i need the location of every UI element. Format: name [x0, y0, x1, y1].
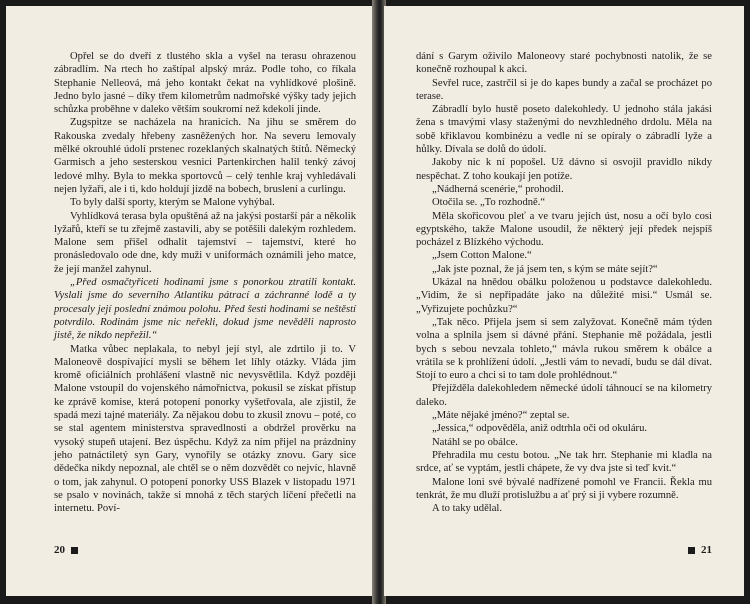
right-paragraph-1: dání s Garym oživilo Maloneovy staré pochybnosti natolik, že se konečně rozhoupal k akci. [416, 51, 712, 76]
left-page-number [54, 544, 78, 556]
right-paragraph-11: „Tak něco. Přijela jsem si sem zalyžovat. Konečně mám týden volna a splnila jsem si dávné přání. Stephanie mě požádala, jestli bych s sebou nevzala tohleto,“ mávla rukou směrem k obálce a vrátila se k prohlížení údolí. „Jestli vám to nevadí, budu se dál dívat. Stojí to euro a chci si to tam dole prohlédnout.“ [416, 316, 712, 382]
right-page-number [688, 544, 712, 556]
left-paragraph-4: Vyhlídková terasa byla opuštěná až na jakýsi postarší pár a několik lyžařů, kteří se tu zřejmě zastavili, aby se potěšili dalekým rozhledem. Malone sem přišel odhalit tajemství – tajemství, které ho pronásledovalo ode dne, kdy muži v uniformách oznámili jeho matce, že její manžel zahynul. [54, 210, 356, 275]
left-paragraph-5-quote: „Před osmačtyřiceti hodinami jsme s ponorkou ztratili kontakt. Vyslali jsme do severního Atlantiku pátrací a záchranné lodě a ty procesaly její poslední známou polohu. Před šesti hodinami se neštěstí potvrdilo. Rodinám jsme nic neřekli, dokud jsme nevěděli naprosto jistě, že nikdo nepřežil.“ [54, 277, 356, 342]
right-paragraph-3: Zábradlí bylo hustě poseto dalekohledy. U jednoho stála jakási žena s tmavými vlasy staženými do nevzhledného drdolu. Měla na sobě křiklavou kombinézu a vedle ní se opíraly o zábradlí lyže a hůlky. Dívala se dolů do údolí. [416, 104, 712, 156]
left-paragraph-1: Opřel se do dveří z tlustého skla a vyšel na terasu ohrazenou zábradlím. Na rtech ho zaštípal alpský mráz. Podle toho, co říkala Stephanie Nelleová, má jeho kontakt čekat na vyhlídkové plošině. Jedno bylo jasné – díky třem kilometrům nadmořské výšky tady jejich schůzka proběhne v daleko větším soukromí než kdekoli jinde. [54, 51, 356, 116]
right-paragraph-14: „Jessica,“ odpověděla, aniž odtrhla oči od okuláru. [432, 423, 648, 435]
left-paragraph-2: Zugspitze se nacházela na hranicích. Na jihu se směrem do Rakouska zvedaly hřebeny zasněžených hor. Na severu lemovaly mělké okrouhlé údolí prstenec rozeklaných skalnatých štítů. Německý Garmisch a jeho sesterskou vesnici Partenkirchen halil tenký závoj ledové mlhy. Byla to mekka sportovců – celý tenhle kraj vyhledávali nejen lyžaři, ale i ti, kdo holdují jízdě na bobech, bruslení a curlingu. [54, 117, 356, 195]
right-paragraph-5: „Nádherná scenérie,“ prohodil. [432, 183, 564, 195]
right-paragraph-9: „Jak jste poznal, že já jsem ten, s kým se máte sejít?“ [432, 263, 658, 275]
left-paragraph-6: Matka vůbec neplakala, to nebyl její styl, ale zdrtilo ji to. V Maloneově dospívající mysli se během let líhly otázky. Vláda jim kromě oficiálních prohlášení vlastně nic nevysvětlila. Když později Malone vstoupil do vojenského námořnictva, pokusil se získat přístup ke zprávě komise, která potopení ponorky vyšetřovala, ale zjistil, že spadá mezi tajné materiály. Za nějakou dobu to zkusil znovu – poté, co se stal agentem ministerstva spravedlnosti a obdržel prověrku na vysoký stupeň utajení. Bez úspěchu. Když za ním přijel na prázdniny jeho patnáctiletý syn Gary, vynořily se otázky znovu. Gary sice dědečka nikdy nepoznal, ale chtěl se o něm dozvědět co nejvíc, hlavně o tom, jak zahynul. O potopení ponorky USS Blazek v listopadu 1971 se psalo v novinách, takže si mnohá z těch starých líčení přečetli na internetu. Poví- [54, 343, 356, 515]
left-page [6, 6, 376, 596]
right-paragraph-4: Jakoby nic k ní popošel. Už dávno si osvojil pravidlo nikdy nespěchat. Z toho koukají jen potíže. [416, 157, 712, 182]
right-page [384, 6, 744, 596]
right-page-number-text: 21 [701, 544, 712, 556]
right-paragraph-13: „Máte nějaké jméno?“ zeptal se. [432, 410, 570, 422]
right-paragraph-15: Natáhl se po obálce. [432, 436, 518, 448]
right-paragraph-2: Sevřel ruce, zastrčil si je do kapes bundy a začal se procházet po terase. [416, 77, 712, 102]
right-paragraph-6: Otočila se. „To rozhodně.“ [432, 197, 546, 209]
square-ornament-icon [688, 547, 695, 554]
right-paragraph-12: Přejížděla dalekohledem německé údolí táhnoucí se na kilometry daleko. [416, 383, 712, 408]
right-paragraph-8: „Jsem Cotton Malone.“ [432, 250, 532, 262]
right-paragraph-16: Přehradila mu cestu botou. „Ne tak hrr. Stephanie mi kladla na srdce, ať se vyptám, jestli chápete, že vy dva jste si teď kvit.“ [416, 449, 712, 475]
right-paragraph-10: Ukázal na hnědou obálku položenou u podstavce dalekohledu. „Vidím, že si nepřipadáte jako na důležité misi.“ Usmál se. „Vyřizujete pochůzku?“ [416, 277, 712, 315]
right-paragraph-7: Měla skořicovou pleť a ve tvaru jejích úst, nosu a očí bylo cosi egyptského, takže Malone usoudil, že některý její předek nejspíš pocházel z Blízkého východu. [416, 210, 712, 249]
square-ornament-icon [71, 547, 78, 554]
right-page-text [416, 50, 712, 515]
right-paragraph-18: A to taky udělal. [432, 503, 503, 515]
left-page-number-text: 20 [54, 544, 65, 556]
left-page-text [54, 50, 356, 515]
right-paragraph-17: Malone loni své bývalé nadřízené pomohl ve Francii. Řekla mu tenkrát, že mu dluží protislužbu a ať prý si ji vybere rozumně. [416, 476, 712, 501]
left-paragraph-3: To byly další sporty, kterým se Malone vyhýbal. [70, 197, 275, 209]
